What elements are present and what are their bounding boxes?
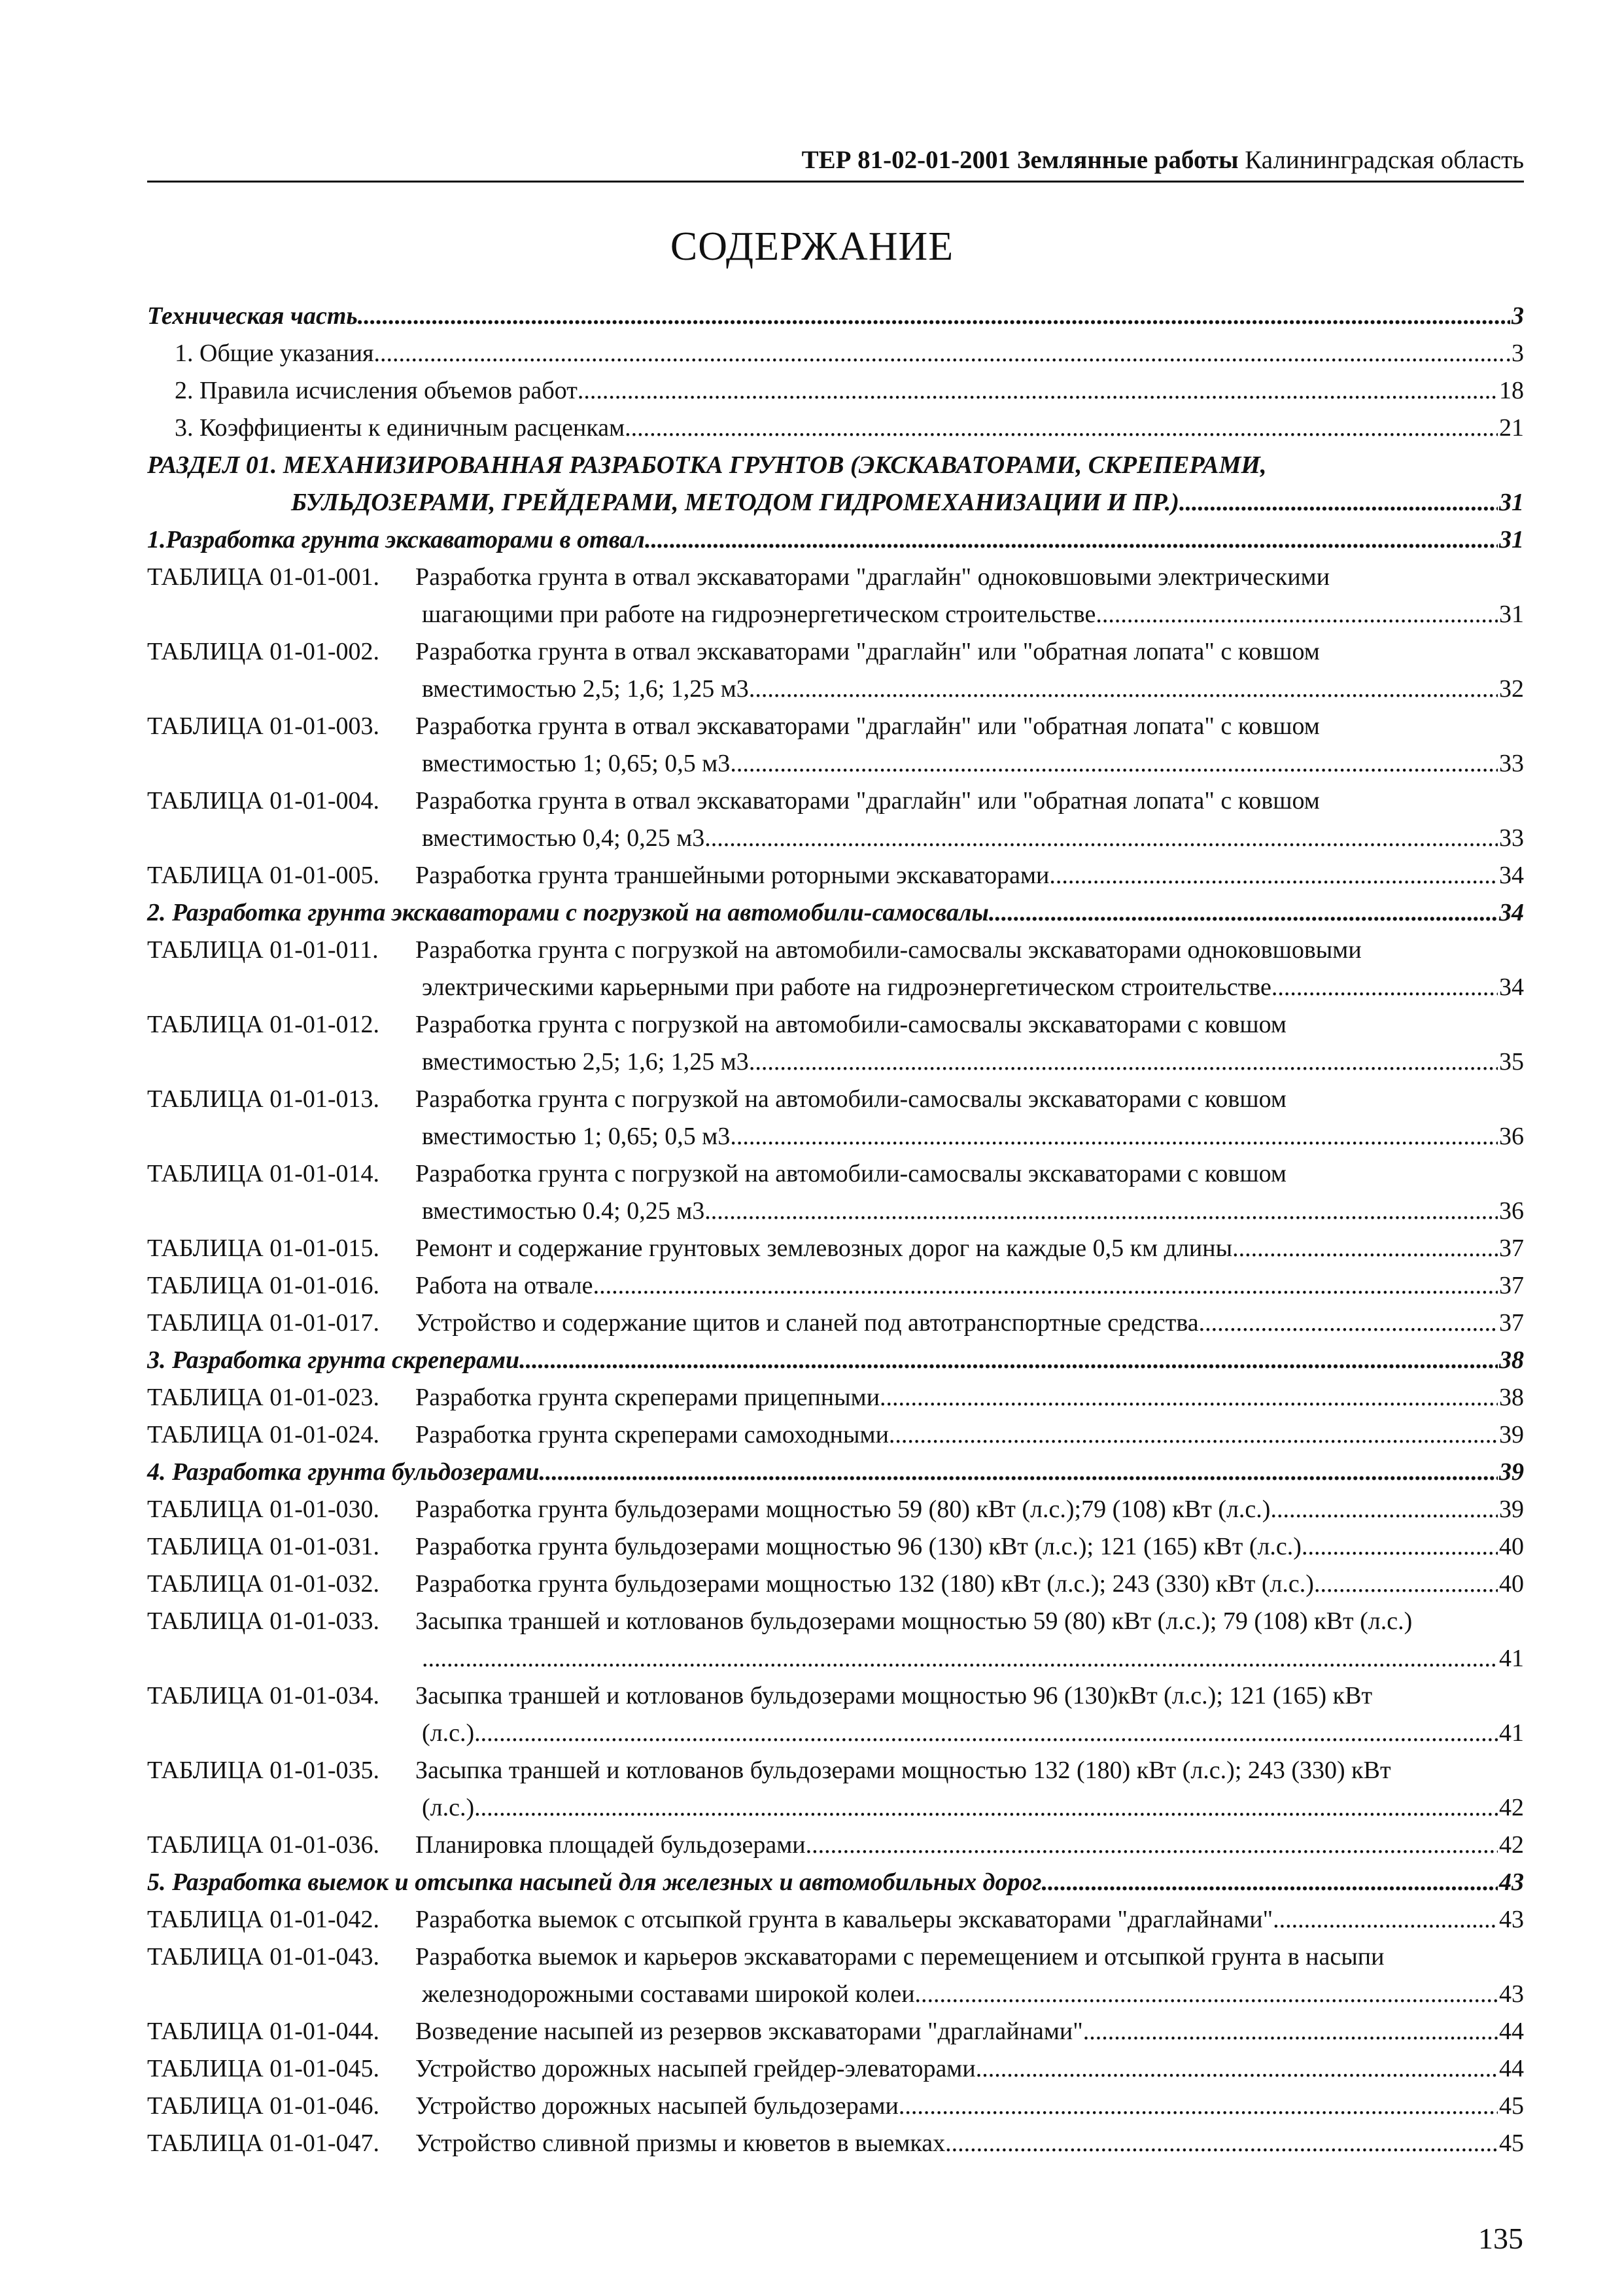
toc-table-045[interactable]: ТАБЛИЦА 01-01-045. Устройство дорожных насыпей грейдер-элеваторами ..... 44	[147, 2050, 1524, 2088]
page-number: 135	[1478, 2222, 1523, 2255]
toc-table-012-line2[interactable]: вместимостью 2,5; 1,6; 1,25 м3 ..... 35	[147, 1043, 1524, 1081]
toc-entry-tech-part[interactable]: Техническая часть ..... 3	[147, 298, 1524, 335]
toc-table-032[interactable]: ТАБЛИЦА 01-01-032. Разработка грунта бульдозерами мощностью 132 (180) кВт (л.с.); 243 (330) кВт (л.с.) ..... 40	[147, 1566, 1524, 1603]
toc-table-034-line2[interactable]: (л.с.) ..... 41	[147, 1715, 1524, 1752]
toc-table-042[interactable]: ТАБЛИЦА 01-01-042. Разработка выемок с отсыпкой грунта в кавальеры экскаваторами "драглайнами" ..... 43	[147, 1901, 1524, 1938]
toc-table-003-line2[interactable]: вместимостью 1; 0,65; 0,5 м3 ..... 33	[147, 745, 1524, 782]
toc-table-023[interactable]: ТАБЛИЦА 01-01-023. Разработка грунта скреперами прицепными ..... 38	[147, 1379, 1524, 1416]
toc-entry-subsection-2[interactable]: 2. Разработка грунта экскаваторами с погрузкой на автомобили-самосвалы ..... 34	[147, 894, 1524, 932]
toc-table-003-line1[interactable]: ТАБЛИЦА 01-01-003. Разработка грунта в отвал экскаваторами "драглайн" или "обратная лопата" с ковшом	[147, 712, 1320, 740]
toc-entry-subsection-3[interactable]: 3. Разработка грунта скреперами ..... 38	[147, 1342, 1524, 1379]
toc-table-012-line1[interactable]: ТАБЛИЦА 01-01-012. Разработка грунта с погрузкой на автомобили-самосвалы экскаваторами с ковшом	[147, 1011, 1287, 1038]
toc-table-011-line1[interactable]: ТАБЛИЦА 01-01-011. Разработка грунта с погрузкой на автомобили-самосвалы экскаваторами одноковшовыми	[147, 936, 1362, 964]
table-of-contents	[147, 298, 1524, 2162]
toc-section-heading: РАЗДЕЛ 01. МЕХАНИЗИРОВАННАЯ РАЗРАБОТКА ГРУНТОВ (ЭКСКАВАТОРАМИ, СКРЕПЕРАМИ,	[147, 451, 1267, 479]
toc-table-046[interactable]: ТАБЛИЦА 01-01-046. Устройство дорожных насыпей бульдозерами ..... 45	[147, 2088, 1524, 2125]
toc-table-005[interactable]: ТАБЛИЦА 01-01-005. Разработка грунта траншейными роторными экскаваторами ..... 34	[147, 857, 1524, 894]
toc-table-033-line2[interactable]: ..... 41	[147, 1640, 1524, 1677]
toc-table-047[interactable]: ТАБЛИЦА 01-01-047. Устройство сливной призмы и кюветов в выемках ..... 45	[147, 2125, 1524, 2162]
toc-entry-section1[interactable]: БУЛЬДОЗЕРАМИ, ГРЕЙДЕРАМИ, МЕТОДОМ ГИДРОМЕХАНИЗАЦИИ И ПР.) ..... 31	[147, 484, 1524, 521]
toc-table-044[interactable]: ТАБЛИЦА 01-01-044. Возведение насыпей из резервов экскаваторами "драглайнами" ..... 44	[147, 2013, 1524, 2050]
toc-table-034-line1[interactable]: ТАБЛИЦА 01-01-034. Засыпка траншей и котлованов бульдозерами мощностью 96 (130)кВт (л.с.); 121 (165) кВт	[147, 1682, 1373, 1709]
toc-table-015[interactable]: ТАБЛИЦА 01-01-015. Ремонт и содержание грунтовых землевозных дорог на каждые 0,5 км длины ..... 37	[147, 1230, 1524, 1267]
toc-entry-subsection-1[interactable]: 1.Разработка грунта экскаваторами в отвал ..... 31	[147, 521, 1524, 559]
toc-entry-subsection-5[interactable]: 5. Разработка выемок и отсыпка насыпей для железных и автомобильных дорог ..... 43	[147, 1864, 1524, 1901]
toc-table-004-line2[interactable]: вместимостью 0,4; 0,25 м3 ..... 33	[147, 820, 1524, 857]
toc-table-001-line1[interactable]: ТАБЛИЦА 01-01-001. Разработка грунта в отвал экскаваторами "драглайн" одноковшовыми электрическими	[147, 563, 1330, 591]
toc-entry-general[interactable]: 1. Общие указания ..... .3	[147, 335, 1524, 372]
toc-table-013-line2[interactable]: вместимостью 1; 0,65; 0,5 м3 ..... 36	[147, 1118, 1524, 1155]
toc-table-030[interactable]: ТАБЛИЦА 01-01-030. Разработка грунта бульдозерами мощностью 59 (80) кВт (л.с.);79 (108) кВт (л.с.) ..... 39	[147, 1491, 1524, 1528]
header-region: Калининградская область	[1245, 146, 1524, 174]
toc-table-014-line2[interactable]: вместимостью 0.4; 0,25 м3 ..... 36	[147, 1193, 1524, 1230]
toc-table-014-line1[interactable]: ТАБЛИЦА 01-01-014. Разработка грунта с погрузкой на автомобили-самосвалы экскаваторами с ковшом	[147, 1160, 1287, 1187]
toc-table-035-line1[interactable]: ТАБЛИЦА 01-01-035. Засыпка траншей и котлованов бульдозерами мощностью 132 (180) кВт (л.с.); 243 (330) кВт	[147, 1757, 1391, 1784]
toc-table-031[interactable]: ТАБЛИЦА 01-01-031. Разработка грунта бульдозерами мощностью 96 (130) кВт (л.с.); 121 (165) кВт (л.с.) ..... 40	[147, 1528, 1524, 1566]
toc-table-043-line1[interactable]: ТАБЛИЦА 01-01-043. Разработка выемок и карьеров экскаваторами с перемещением и отсыпкой грунта в насыпи	[147, 1943, 1385, 1971]
toc-table-036[interactable]: ТАБЛИЦА 01-01-036. Планировка площадей бульдозерами ..... 42	[147, 1827, 1524, 1864]
header-code: ТЕР 81-02-01-2001 Землянные работы	[801, 146, 1239, 174]
toc-table-016[interactable]: ТАБЛИЦА 01-01-016. Работа на отвале ..... 37	[147, 1267, 1524, 1305]
toc-table-002-line2[interactable]: вместимостью 2,5; 1,6; 1,25 м3 ..... 32	[147, 671, 1524, 708]
toc-entry-rules[interactable]: 2. Правила исчисления объемов работ ..... 18	[147, 372, 1524, 410]
toc-table-001-line2[interactable]: шагающими при работе на гидроэнергетическом строительстве ..... 31	[147, 596, 1524, 633]
toc-table-004-line1[interactable]: ТАБЛИЦА 01-01-004. Разработка грунта в отвал экскаваторами "драглайн" или "обратная лопата" с ковшом	[147, 787, 1320, 815]
toc-table-011-line2[interactable]: электрическими карьерными при работе на гидроэнергетическом строительстве ..... 34	[147, 969, 1524, 1006]
toc-table-002-line1[interactable]: ТАБЛИЦА 01-01-002. Разработка грунта в отвал экскаваторами "драглайн" или "обратная лопата" с ковшом	[147, 638, 1320, 665]
toc-table-013-line1[interactable]: ТАБЛИЦА 01-01-013. Разработка грунта с погрузкой на автомобили-самосвалы экскаваторами с ковшом	[147, 1085, 1287, 1113]
toc-table-043-line2[interactable]: железнодорожными составами широкой колеи ..... 43	[147, 1976, 1524, 2013]
toc-entry-coef[interactable]: 3. Коэффициенты к единичным расценкам ..... 21	[147, 410, 1524, 447]
toc-table-024[interactable]: ТАБЛИЦА 01-01-024. Разработка грунта скреперами самоходными ..... 39	[147, 1416, 1524, 1454]
toc-table-033-line1[interactable]: ТАБЛИЦА 01-01-033. Засыпка траншей и котлованов бульдозерами мощностью 59 (80) кВт (л.с.); 79 (108) кВт (л.с.)	[147, 1607, 1413, 1635]
page-title: СОДЕРЖАНИЕ	[670, 224, 954, 269]
toc-table-017[interactable]: ТАБЛИЦА 01-01-017. Устройство и содержание щитов и сланей под автотранспортные средства ..... 37	[147, 1305, 1524, 1342]
running-header	[147, 145, 1524, 183]
toc-table-035-line2[interactable]: (л.с.) ..... 42	[147, 1789, 1524, 1827]
toc-entry-subsection-4[interactable]: 4. Разработка грунта бульдозерами ..... 39	[147, 1454, 1524, 1491]
